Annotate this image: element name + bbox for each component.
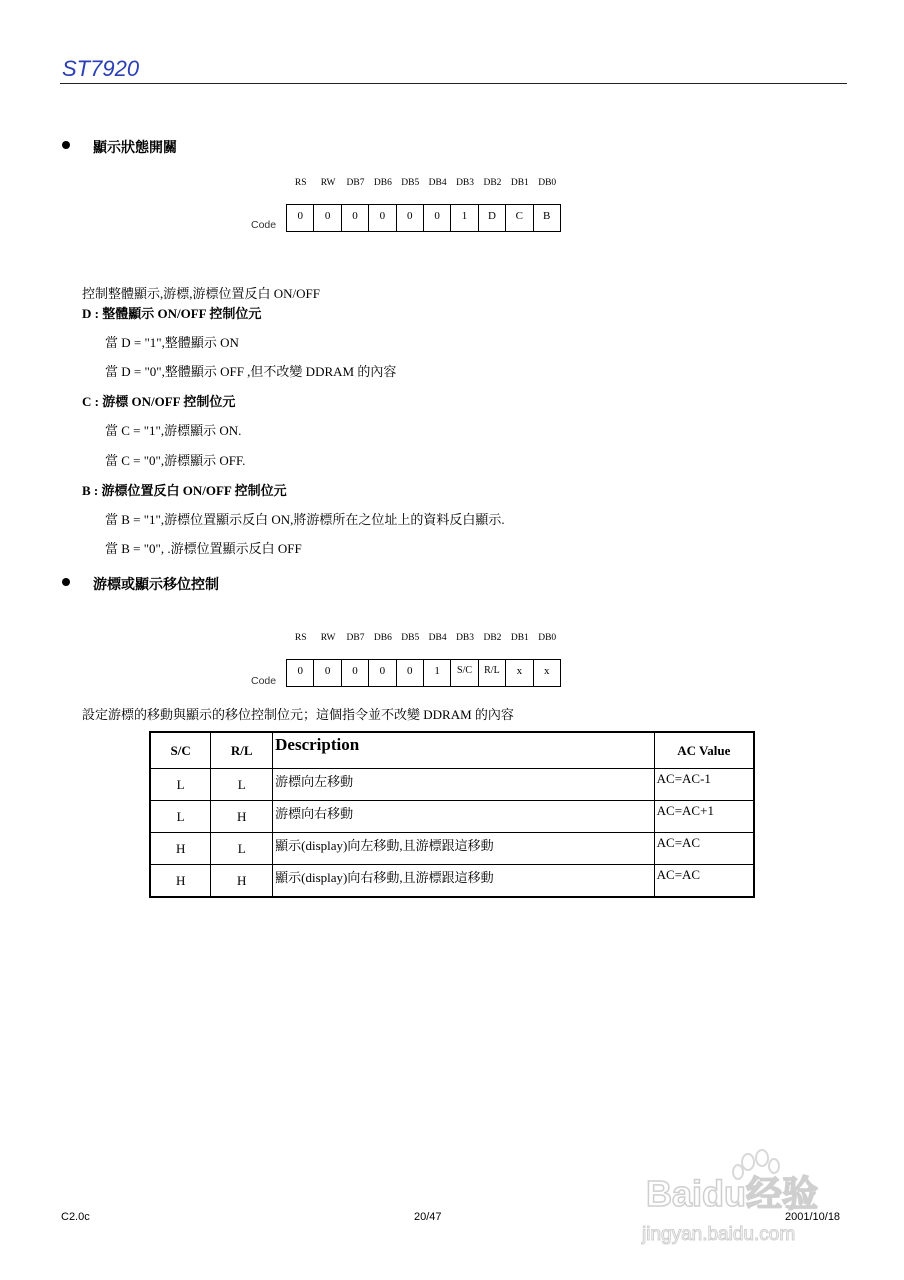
cell-ac-value: AC=AC-1 [654, 769, 754, 801]
bit-cell: x [543, 665, 550, 677]
bit-label: DB7 [346, 178, 365, 188]
bit-label: DB1 [510, 178, 529, 188]
cell-rl: L [211, 833, 273, 865]
bit-label: DB1 [510, 633, 529, 643]
bit-label: DB6 [373, 178, 392, 188]
header-ac-value: AC Value [654, 732, 754, 769]
bit-cell: 0 [287, 660, 314, 686]
footer-version: C2.0c [61, 1211, 90, 1223]
table-row [150, 801, 754, 833]
cell-sc: L [150, 801, 211, 833]
cell-description: 游標向左移動 [273, 769, 655, 801]
bit-cell: 0 [369, 205, 396, 231]
cell-sc: L [150, 769, 211, 801]
bit-cell: C [506, 205, 533, 231]
watermark-url: jingyan.baidu.com [642, 1224, 796, 1245]
table-row [150, 769, 754, 801]
bit-label: DB0 [538, 633, 557, 643]
bit-cell: 0 [397, 660, 424, 686]
bit-label: DB6 [373, 633, 392, 643]
bit-label: DB2 [483, 633, 502, 643]
bullet-icon [62, 578, 70, 586]
b-bit-on-text: 當 B = "1",游標位置顯示反白 ON,將游標所在之位址上的資料反白顯示. [105, 512, 505, 527]
section-heading-display-switch: 顯示狀態開關 [93, 141, 177, 156]
cell-ac-value: AC=AC [654, 865, 754, 898]
bullet-icon [62, 141, 70, 149]
cell-sc: H [150, 833, 211, 865]
bit-label: DB5 [401, 178, 420, 188]
header-description: Description [273, 732, 655, 769]
section1-intro: 控制整體顯示,游標,游標位置反白 ON/OFF [82, 286, 320, 301]
b-bit-off-text: 當 B = "0", .游標位置顯示反白 OFF [105, 541, 302, 556]
bit-label: DB4 [428, 633, 447, 643]
bit-label: DB0 [538, 178, 557, 188]
d-bit-on-text: 當 D = "1",整體顯示 ON [105, 335, 239, 350]
bit-cell: 1 [424, 660, 451, 686]
header-sc: S/C [150, 732, 211, 769]
bit-cell: 1 [451, 205, 478, 231]
instruction-code-register [286, 204, 561, 232]
bit-cell: 0 [424, 205, 451, 231]
bit-cell: S/C [451, 660, 478, 686]
bit-cell: 0 [397, 205, 424, 231]
bit-cell: R/L [479, 660, 506, 686]
instruction-code-register [286, 659, 561, 687]
section-heading-shift-control: 游標或顯示移位控制 [93, 578, 219, 593]
document-title: ST7920 [62, 56, 140, 81]
bit-cell: 0 [287, 205, 314, 231]
watermark-brand: Baidu经验 [646, 1173, 819, 1214]
bit-label: RS [294, 633, 307, 643]
bit-cell: 0 [342, 660, 369, 686]
bit-cell: B [543, 210, 551, 222]
bit-label-row [287, 633, 561, 643]
bit-label: DB5 [401, 633, 420, 643]
cell-description: 顯示(display)向左移動,且游標跟這移動 [273, 833, 655, 865]
cell-description: 游標向右移動 [273, 801, 655, 833]
section2-intro: 設定游標的移動與顯示的移位控制位元；這個指令並不改變 DDRAM 的內容 [82, 707, 514, 722]
header-divider [60, 83, 847, 84]
bit-label: DB2 [483, 178, 502, 188]
cell-ac-value: AC=AC [654, 833, 754, 865]
cell-rl: H [211, 865, 273, 898]
bit-label: DB4 [428, 178, 447, 188]
bit-label: RW [320, 178, 336, 188]
bit-cell: D [479, 205, 506, 231]
bit-cell: x [506, 660, 533, 686]
cell-description: 顯示(display)向右移動,且游標跟這移動 [273, 865, 655, 898]
cell-rl: L [211, 769, 273, 801]
cell-sc: H [150, 865, 211, 898]
footer-page-number: 20/47 [414, 1211, 442, 1223]
c-bit-title: C : 游標 ON/OFF 控制位元 [82, 394, 236, 409]
footer-date: 2001/10/18 [785, 1211, 841, 1223]
d-bit-title: D : 整體顯示 ON/OFF 控制位元 [82, 306, 262, 321]
code-label: Code [251, 675, 277, 687]
header-rl: R/L [211, 732, 273, 769]
c-bit-off-text: 當 C = "0",游標顯示 OFF. [105, 453, 246, 468]
cell-rl: H [211, 801, 273, 833]
bit-cell: 0 [369, 660, 396, 686]
bit-label: DB3 [456, 178, 475, 188]
c-bit-on-text: 當 C = "1",游標顯示 ON. [105, 423, 242, 438]
bit-label-row [287, 178, 561, 188]
bit-cell: 0 [342, 205, 369, 231]
bit-label: DB7 [346, 633, 365, 643]
table-row [150, 833, 754, 865]
b-bit-title: B : 游標位置反白 ON/OFF 控制位元 [82, 483, 287, 498]
bit-label: RW [320, 633, 336, 643]
d-bit-off-text: 當 D = "0",整體顯示 OFF ,但不改變 DDRAM 的內容 [105, 364, 397, 379]
table-row [150, 865, 754, 898]
bit-label: RS [294, 178, 307, 188]
code-label: Code [251, 219, 277, 231]
baidu-watermark-logo [640, 1140, 860, 1250]
bit-cell: 0 [314, 205, 341, 231]
bit-cell: 0 [314, 660, 341, 686]
bit-label: DB3 [456, 633, 475, 643]
cell-ac-value: AC=AC+1 [654, 801, 754, 833]
shift-control-table [149, 731, 755, 898]
table-header-row [150, 732, 754, 769]
